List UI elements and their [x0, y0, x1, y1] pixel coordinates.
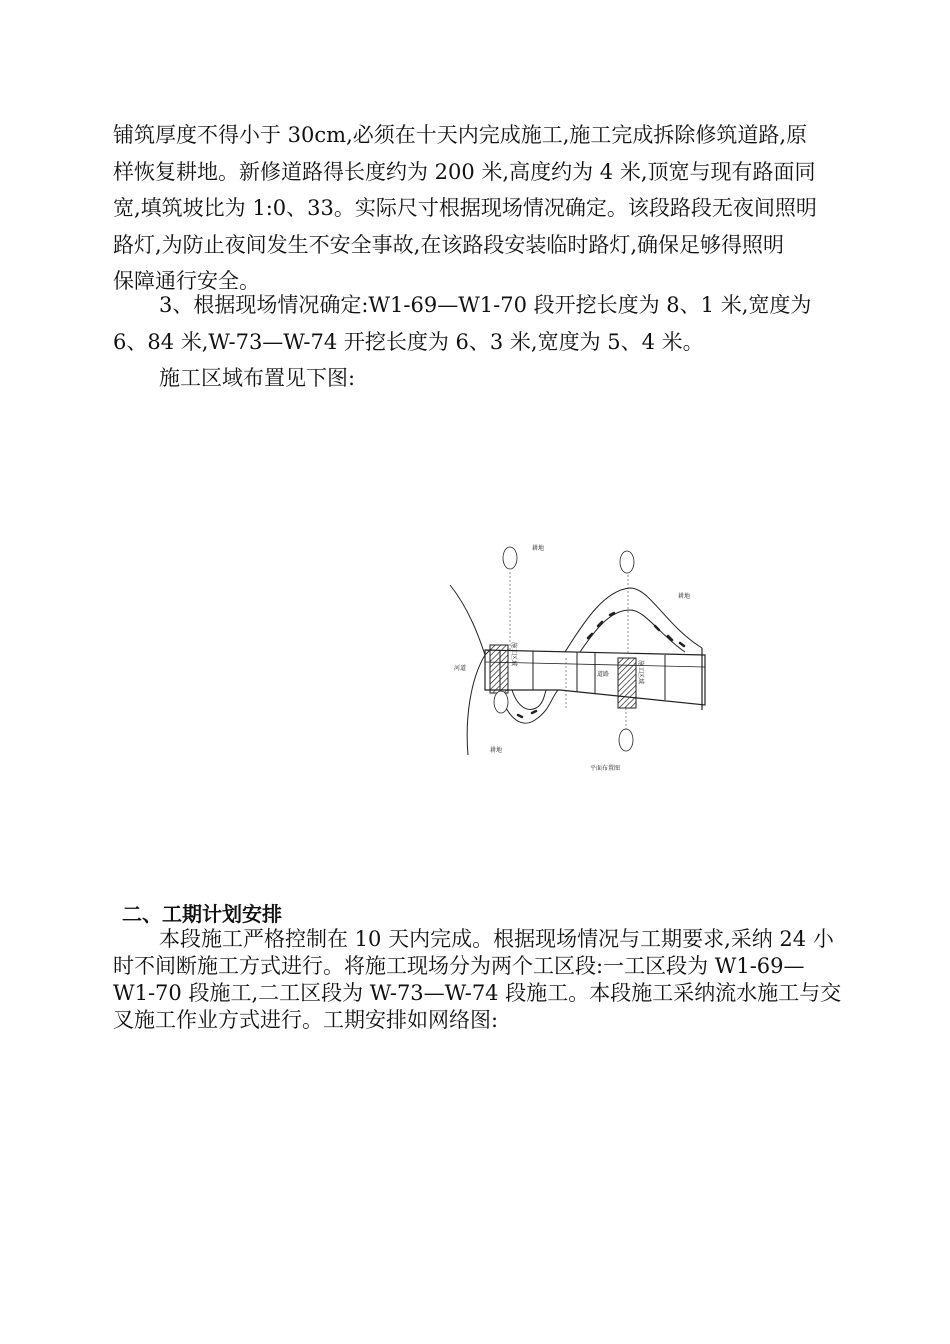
marker-circle [503, 547, 517, 569]
label-work-zone: 施工区域 [637, 660, 644, 685]
marker-circle [619, 729, 633, 751]
hatched-work-zone-1 [490, 645, 508, 693]
paragraph-road-construction [113, 117, 858, 300]
paragraph-figure-caption [113, 360, 858, 397]
paragraph-schedule [113, 926, 858, 1034]
label-river: 河道 [454, 665, 467, 672]
text-line: 宽,填筑坡比为 1:0、33。实际尺寸根据现场情况确定。该段路段无夜间照明 [113, 196, 817, 220]
section-heading: 二、工期计划安排 [122, 902, 282, 926]
text-line: 3、根据现场情况确定:W1-69—W1-70 段开挖长度为 8、1 米,宽度为 [159, 293, 812, 317]
text-line: 本段施工严格控制在 10 天内完成。根据现场情况与工期要求,采纳 24 小 [159, 927, 834, 951]
text-line: 样恢复耕地。新修道路得长度约为 200 米,高度约为 4 米,顶宽与现有路面同 [113, 159, 816, 184]
text-line: 路灯,为防止夜间发生不安全事故,在该路段安装临时路灯,确保足够得照明 [113, 232, 785, 257]
label-farmland: 耕地 [532, 545, 545, 552]
text-line: 6、84 米,W-73—W-74 开挖长度为 6、3 米,宽度为 5、4 米。 [113, 329, 704, 354]
marker-circle [620, 551, 634, 573]
construction-layout-figure [440, 530, 720, 780]
text-line: 铺筑厚度不得小于 30cm,必须在十天内完成施工,施工完成拆除修筑道路,原 [113, 123, 808, 147]
figure-caption: 施工区域布置见下图: [159, 366, 356, 390]
text-line: 保障通行安全。 [113, 269, 260, 293]
label-farmland: 耕地 [490, 747, 503, 754]
label-plan: 平面布置图 [590, 765, 621, 772]
label-work-zone: 施工区域 [510, 642, 517, 667]
marker-circle [494, 691, 508, 713]
label-farmland: 耕地 [678, 593, 691, 600]
paragraph-item-3 [113, 287, 858, 360]
text-line: 叉施工作业方式进行。工期安排如网络图: [113, 1008, 499, 1032]
text-line: 时不间断施工方式进行。将施工现场分为两个工区段:一工区段为 W1-69— [113, 954, 805, 978]
label-road: 道路 [597, 671, 610, 678]
layout-diagram [440, 530, 720, 780]
text-line: W1-70 段施工,二工区段为 W-73—W-74 段施工。本段施工采纳流水施工与交 [113, 981, 842, 1005]
hatched-work-zone-2 [618, 658, 636, 708]
